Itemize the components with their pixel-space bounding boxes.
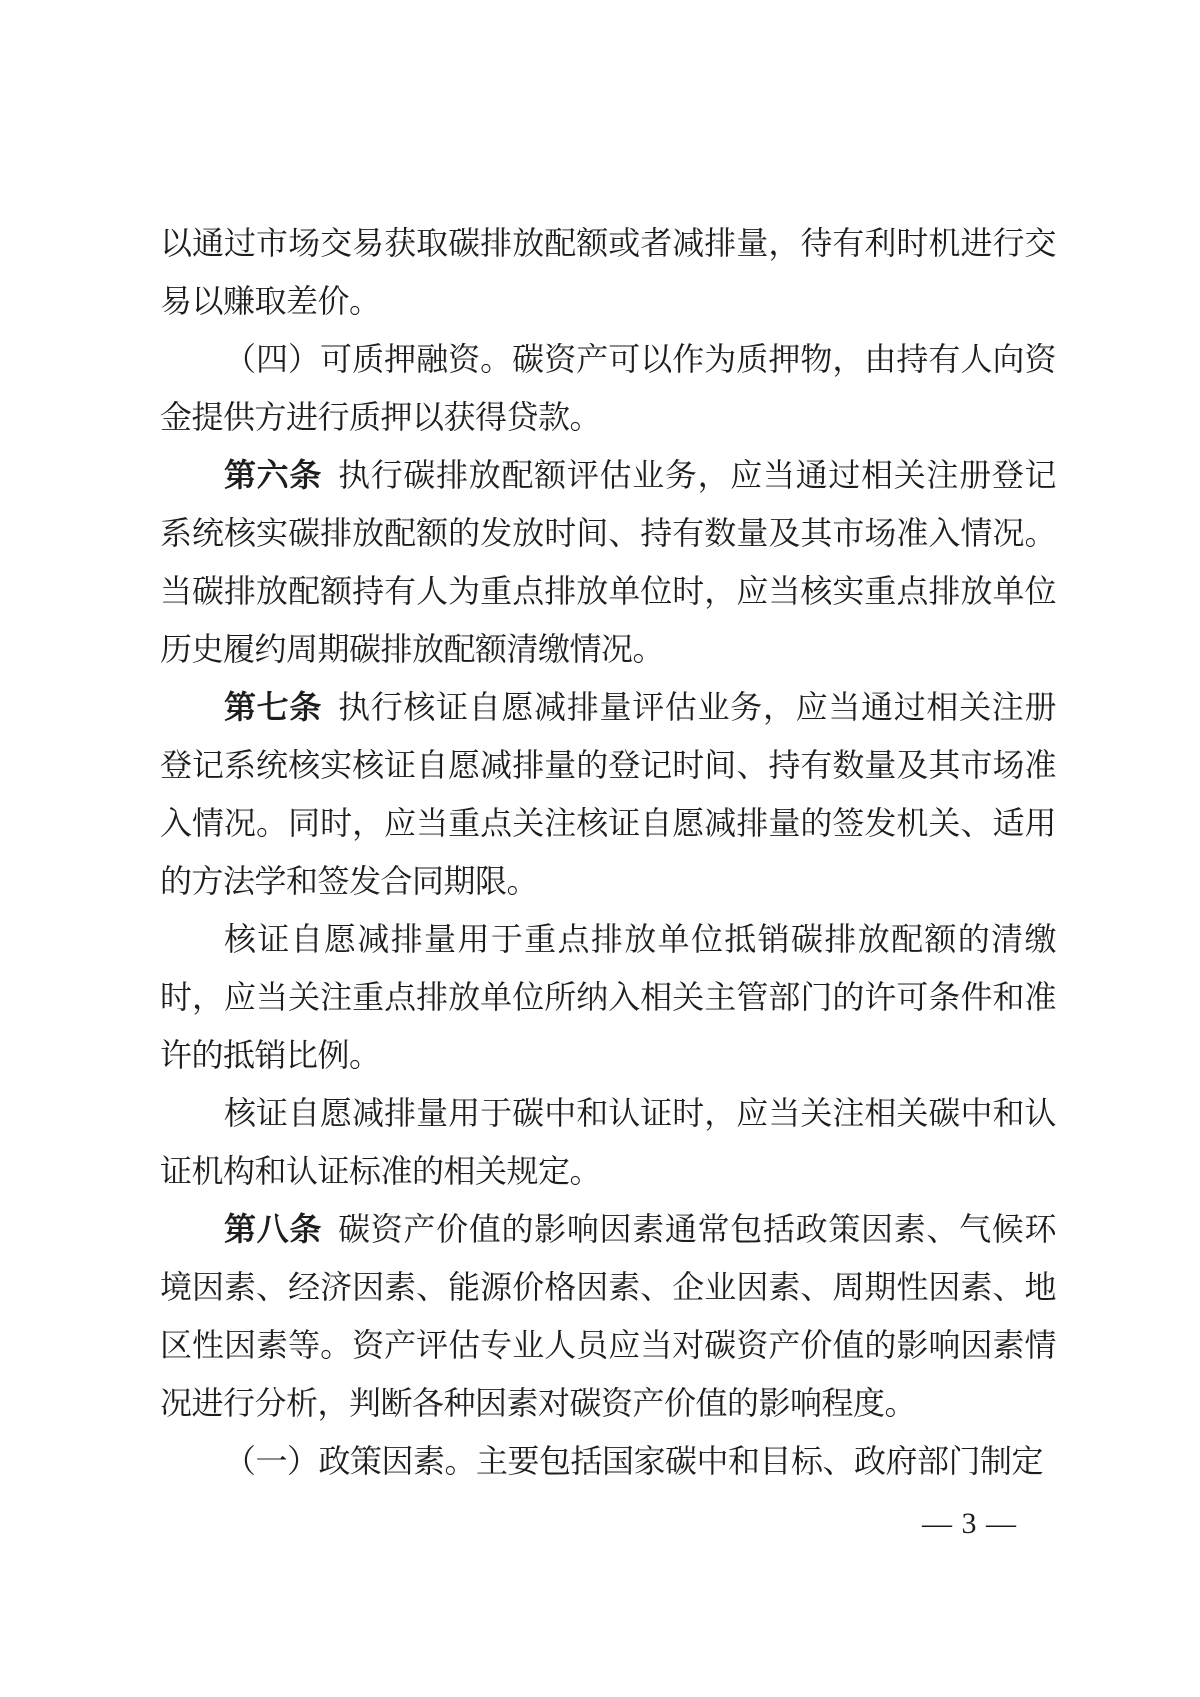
paragraph-text: （一）政策因素。主要包括国家碳中和目标、政府部门制定 (224, 1443, 1044, 1479)
paragraph-text: 核证自愿减排量用于碳中和认证时，应当关注相关碳中和认证机构和认证标准的相关规定。 (160, 1095, 1056, 1189)
article-heading: 第八条 (224, 1211, 323, 1247)
page-number: — 3 — (922, 1507, 1017, 1540)
paragraph-text: 核证自愿减排量用于重点排放单位抵销碳排放配额的清缴时，应当关注重点排放单位所纳入相关主管部门的许可条件和准许的抵销比例。 (160, 921, 1056, 1073)
document-body (160, 214, 1056, 1490)
paragraph-text: 以通过市场交易获取碳排放配额或者减排量，待有利时机进行交易以赚取差价。 (160, 225, 1056, 319)
paragraph-text: 执行碳排放配额评估业务，应当通过相关注册登记系统核实碳排放配额的发放时间、持有数量及其市场准入情况。当碳排放配额持有人为重点排放单位时，应当核实重点排放单位历史履约周期碳排放配额清缴情况。 (160, 457, 1056, 667)
paragraph (160, 330, 1056, 446)
paragraph-text: 执行核证自愿减排量评估业务，应当通过相关注册登记系统核实核证自愿减排量的登记时间、持有数量及其市场准入情况。同时，应当重点关注核证自愿减排量的签发机关、适用的方法学和签发合同期限。 (160, 689, 1056, 899)
article-heading: 第七条 (224, 689, 323, 725)
paragraph (160, 446, 1056, 678)
paragraph (160, 214, 1056, 330)
paragraph-text: 碳资产价值的影响因素通常包括政策因素、气候环境因素、经济因素、能源价格因素、企业因素、周期性因素、地区性因素等。资产评估专业人员应当对碳资产价值的影响因素情况进行分析，判断各种因素对碳资产价值的影响程度。 (160, 1211, 1056, 1421)
paragraph-text: （四）可质押融资。碳资产可以作为质押物，由持有人向资金提供方进行质押以获得贷款。 (160, 341, 1056, 435)
paragraph (160, 678, 1056, 910)
paragraph (160, 1432, 1056, 1490)
paragraph (160, 1084, 1056, 1200)
paragraph (160, 910, 1056, 1084)
article-heading: 第六条 (224, 457, 323, 493)
paragraph (160, 1200, 1056, 1432)
